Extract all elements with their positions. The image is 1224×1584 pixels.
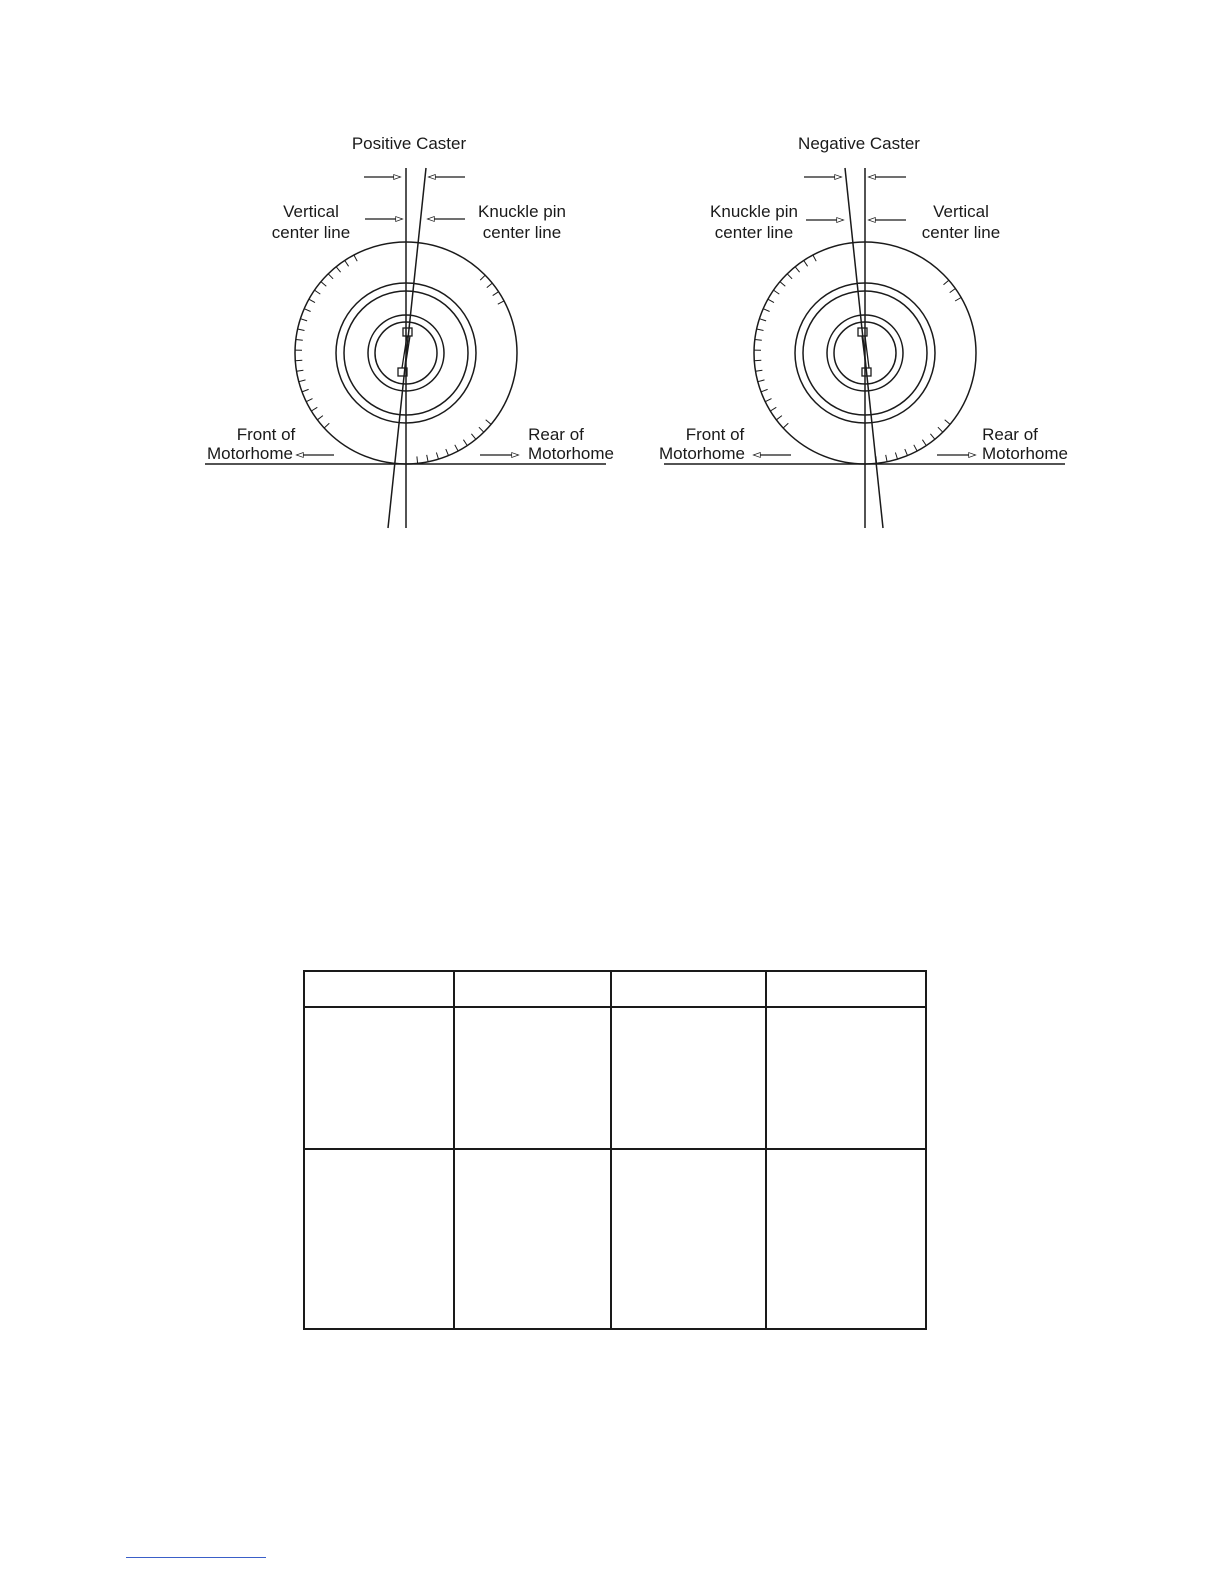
positive-rear-label-line2: Motorhome — [528, 444, 614, 463]
tread-tick — [315, 290, 321, 294]
tread-tick — [763, 309, 769, 312]
tread-tick — [304, 309, 310, 312]
tread-tick — [787, 274, 792, 279]
positive-front-label-line1: Front of — [236, 425, 296, 444]
negative-knuckle-label-line2: center line — [714, 223, 794, 242]
tread-tick — [950, 289, 956, 293]
positive-tire-tread-marks — [295, 255, 504, 463]
tread-tick — [804, 260, 808, 266]
negative-rear-label-line2: Motorhome — [982, 444, 1068, 463]
tread-tick — [905, 449, 908, 456]
positive-vertical-label-line2: center line — [271, 223, 351, 242]
positive-knuckle-pin-line — [388, 168, 426, 528]
tread-tick — [300, 319, 307, 321]
negative-caster-title: Negative Caster — [798, 134, 920, 153]
positive-vertical-label-line1: Vertical — [283, 202, 339, 221]
negative-caster-figure — [659, 134, 1068, 528]
table-cell — [454, 971, 611, 1007]
table-cell — [304, 1007, 454, 1149]
tread-tick — [813, 255, 816, 261]
negative-vertical-label-line1: Vertical — [933, 202, 989, 221]
tread-tick — [299, 380, 306, 382]
table-row — [304, 1007, 926, 1149]
tread-tick — [471, 434, 476, 440]
table-cell — [611, 1149, 766, 1329]
tread-tick — [296, 340, 303, 341]
table-row — [304, 971, 926, 1007]
tread-tick — [297, 370, 304, 371]
tread-tick — [756, 370, 763, 371]
tread-tick — [317, 416, 323, 420]
tread-tick — [309, 299, 315, 302]
tread-tick — [498, 301, 504, 304]
tread-tick — [938, 427, 943, 432]
tread-tick — [759, 319, 766, 321]
tread-tick — [427, 455, 428, 462]
tread-tick — [776, 416, 782, 420]
tread-tick — [914, 445, 917, 451]
negative-rear-label-line1: Rear of — [982, 425, 1038, 444]
specification-table — [303, 970, 927, 1330]
tread-tick — [302, 389, 309, 392]
tread-tick — [486, 420, 491, 425]
tread-tick — [298, 329, 305, 331]
positive-knuckle-label-line1: Knuckle pin — [478, 202, 566, 221]
table-cell — [766, 1149, 926, 1329]
tread-tick — [758, 380, 765, 382]
tread-tick — [345, 260, 349, 266]
tread-tick — [945, 420, 950, 425]
negative-front-label-line1: Front of — [685, 425, 745, 444]
tread-tick — [493, 292, 499, 296]
table-cell — [611, 971, 766, 1007]
caster-diagram — [0, 0, 1224, 600]
positive-rear-label-line1: Rear of — [528, 425, 584, 444]
negative-knuckle-pin-line — [845, 168, 883, 528]
tread-tick — [479, 427, 484, 432]
tread-tick — [955, 298, 961, 302]
table-cell — [454, 1007, 611, 1149]
tread-tick — [761, 389, 768, 392]
tread-tick — [780, 282, 785, 287]
tread-tick — [922, 440, 926, 446]
footer-rule — [126, 1557, 266, 1558]
positive-caster-figure — [205, 134, 614, 528]
negative-knuckle-label-line1: Knuckle pin — [710, 202, 798, 221]
tread-tick — [324, 423, 329, 428]
table-cell — [454, 1149, 611, 1329]
tread-tick — [757, 329, 764, 331]
negative-front-label-line2: Motorhome — [659, 444, 745, 463]
positive-knuckle-label-line2: center line — [482, 223, 562, 242]
tread-tick — [795, 267, 800, 273]
tread-tick — [886, 455, 887, 462]
table-row — [304, 1149, 926, 1329]
tread-tick — [446, 449, 449, 456]
tread-tick — [755, 340, 762, 341]
table-cell — [304, 1149, 454, 1329]
tread-tick — [311, 407, 317, 411]
tread-tick — [463, 440, 467, 446]
tread-tick — [321, 282, 326, 287]
tread-tick — [783, 423, 788, 428]
table-cell — [304, 971, 454, 1007]
positive-caster-title: Positive Caster — [351, 134, 467, 153]
tread-tick — [770, 407, 776, 411]
tread-tick — [944, 280, 949, 285]
tread-tick — [306, 399, 312, 402]
tread-tick — [768, 299, 774, 302]
tread-tick — [774, 290, 780, 294]
tread-tick — [436, 453, 438, 460]
positive-front-label-line2: Motorhome — [207, 444, 293, 463]
tread-tick — [930, 434, 935, 440]
tread-tick — [487, 283, 493, 288]
tread-tick — [895, 453, 897, 460]
tread-tick — [455, 445, 458, 451]
tread-tick — [417, 456, 418, 463]
table-cell — [766, 1007, 926, 1149]
tread-tick — [336, 267, 341, 273]
tread-tick — [354, 255, 357, 261]
negative-vertical-label-line2: center line — [921, 223, 1001, 242]
tread-tick — [480, 275, 485, 280]
tread-tick — [765, 399, 771, 402]
tread-tick — [328, 274, 333, 279]
table-cell — [611, 1007, 766, 1149]
table-cell — [766, 971, 926, 1007]
